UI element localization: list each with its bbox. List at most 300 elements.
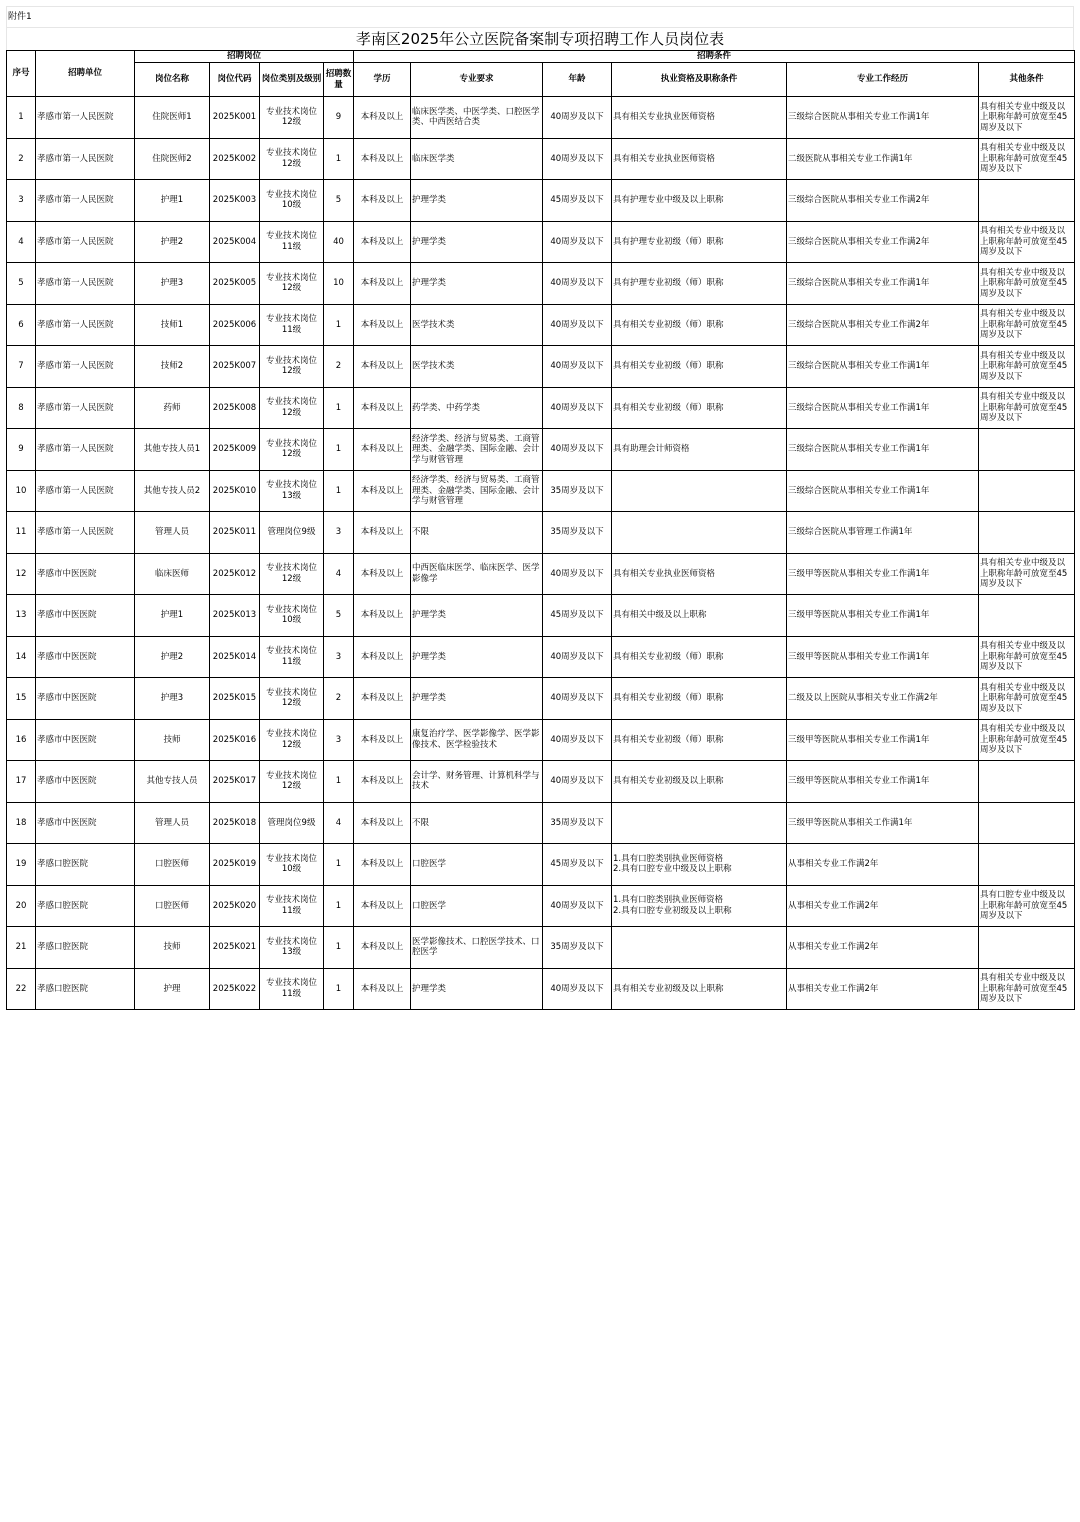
- cell-post-code: 2025K009: [210, 429, 260, 471]
- cell-post-code: 2025K001: [210, 97, 260, 139]
- cell-seq: 3: [7, 180, 36, 222]
- table-row: [7, 719, 1075, 761]
- cell-seq: 16: [7, 719, 36, 761]
- cell-qualification: 具有相关专业初级及以上职称: [612, 968, 787, 1010]
- cell-education: 本科及以上: [354, 346, 411, 388]
- cell-other: 具有相关专业中级及以上职称年龄可放宽至45周岁及以下: [979, 553, 1075, 595]
- table-header: [7, 51, 1075, 97]
- cell-experience: 二级及以上医院从事相关专业工作满2年: [787, 678, 979, 720]
- cell-other: 具有相关专业中级及以上职称年龄可放宽至45周岁及以下: [979, 304, 1075, 346]
- cell-experience: 从事相关专业工作满2年: [787, 927, 979, 969]
- cell-seq: 2: [7, 138, 36, 180]
- cell-unit: 孝感市第一人民医院: [36, 221, 135, 263]
- cell-other: 具有相关专业中级及以上职称年龄可放宽至45周岁及以下: [979, 97, 1075, 139]
- header-group-conditions: 招聘条件: [354, 51, 1075, 63]
- cell-seq: 11: [7, 512, 36, 554]
- header-age: 年龄: [543, 63, 612, 97]
- cell-education: 本科及以上: [354, 180, 411, 222]
- cell-major: 口腔医学: [411, 844, 543, 886]
- cell-post-type: 专业技术岗位12级: [260, 553, 324, 595]
- cell-post-type: 专业技术岗位12级: [260, 346, 324, 388]
- cell-qualification: [612, 927, 787, 969]
- table-body: [7, 97, 1075, 1010]
- cell-qualification: 具有护理专业初级（师）职称: [612, 221, 787, 263]
- cell-post-code: 2025K015: [210, 678, 260, 720]
- cell-age: 40周岁及以下: [543, 553, 612, 595]
- cell-seq: 8: [7, 387, 36, 429]
- cell-qualification: 具有护理专业中级及以上职称: [612, 180, 787, 222]
- cell-other: [979, 761, 1075, 803]
- cell-major: 护理学类: [411, 180, 543, 222]
- cell-post-name: 护理: [135, 968, 210, 1010]
- cell-experience: 三级甲等医院从事相关工作满1年: [787, 802, 979, 844]
- cell-qualification: 具有相关中级及以上职称: [612, 595, 787, 637]
- cell-post-type: 专业技术岗位13级: [260, 470, 324, 512]
- cell-other: [979, 470, 1075, 512]
- table-row: [7, 927, 1075, 969]
- table-row: [7, 180, 1075, 222]
- table-row: [7, 304, 1075, 346]
- cell-post-code: 2025K018: [210, 802, 260, 844]
- cell-other: 具有相关专业中级及以上职称年龄可放宽至45周岁及以下: [979, 968, 1075, 1010]
- cell-seq: 13: [7, 595, 36, 637]
- table-row: [7, 802, 1075, 844]
- cell-seq: 9: [7, 429, 36, 471]
- cell-experience: 从事相关专业工作满2年: [787, 844, 979, 886]
- cell-experience: 三级综合医院从事相关专业工作满1年: [787, 346, 979, 388]
- table-row: [7, 553, 1075, 595]
- header-unit: 招聘单位: [36, 51, 135, 97]
- cell-post-type: 专业技术岗位12级: [260, 97, 324, 139]
- cell-education: 本科及以上: [354, 761, 411, 803]
- cell-education: 本科及以上: [354, 429, 411, 471]
- table-row: [7, 138, 1075, 180]
- cell-seq: 1: [7, 97, 36, 139]
- cell-other: [979, 595, 1075, 637]
- cell-age: 35周岁及以下: [543, 802, 612, 844]
- table-row: [7, 885, 1075, 927]
- cell-qualification: 具有相关专业初级（师）职称: [612, 719, 787, 761]
- cell-count: 3: [324, 512, 354, 554]
- cell-unit: 孝感口腔医院: [36, 844, 135, 886]
- cell-other: 具有相关专业中级及以上职称年龄可放宽至45周岁及以下: [979, 636, 1075, 678]
- cell-post-name: 护理1: [135, 180, 210, 222]
- cell-education: 本科及以上: [354, 470, 411, 512]
- cell-post-name: 护理1: [135, 595, 210, 637]
- cell-age: 45周岁及以下: [543, 844, 612, 886]
- header-education: 学历: [354, 63, 411, 97]
- cell-major: 医学技术类: [411, 346, 543, 388]
- cell-post-name: 口腔医师: [135, 885, 210, 927]
- cell-age: 40周岁及以下: [543, 761, 612, 803]
- cell-unit: 孝感市第一人民医院: [36, 387, 135, 429]
- cell-post-type: 专业技术岗位12级: [260, 263, 324, 305]
- header-seq: 序号: [7, 51, 36, 97]
- cell-count: 40: [324, 221, 354, 263]
- cell-seq: 12: [7, 553, 36, 595]
- cell-count: 5: [324, 180, 354, 222]
- cell-post-type: 专业技术岗位11级: [260, 636, 324, 678]
- cell-unit: 孝感市第一人民医院: [36, 138, 135, 180]
- cell-experience: 三级综合医院从事相关专业工作满1年: [787, 470, 979, 512]
- cell-experience: 三级综合医院从事相关专业工作满1年: [787, 387, 979, 429]
- header-other: 其他条件: [979, 63, 1075, 97]
- cell-major: 医学技术类: [411, 304, 543, 346]
- cell-unit: 孝感市中医医院: [36, 595, 135, 637]
- cell-seq: 22: [7, 968, 36, 1010]
- cell-post-code: 2025K022: [210, 968, 260, 1010]
- cell-experience: 三级综合医院从事相关专业工作满1年: [787, 97, 979, 139]
- cell-experience: 三级甲等医院从事相关专业工作满1年: [787, 761, 979, 803]
- table-row: [7, 263, 1075, 305]
- cell-major: 不限: [411, 512, 543, 554]
- cell-post-type: 专业技术岗位11级: [260, 304, 324, 346]
- cell-post-name: 技师: [135, 927, 210, 969]
- cell-seq: 10: [7, 470, 36, 512]
- cell-post-name: 技师2: [135, 346, 210, 388]
- cell-post-type: 专业技术岗位10级: [260, 844, 324, 886]
- cell-age: 40周岁及以下: [543, 968, 612, 1010]
- cell-seq: 4: [7, 221, 36, 263]
- table-row: [7, 844, 1075, 886]
- cell-qualification: 具有相关专业初级（师）职称: [612, 636, 787, 678]
- cell-major: 不限: [411, 802, 543, 844]
- cell-age: 35周岁及以下: [543, 927, 612, 969]
- cell-qualification: 具有相关专业初级（师）职称: [612, 387, 787, 429]
- cell-count: 1: [324, 968, 354, 1010]
- cell-education: 本科及以上: [354, 885, 411, 927]
- cell-age: 40周岁及以下: [543, 885, 612, 927]
- cell-unit: 孝感口腔医院: [36, 885, 135, 927]
- cell-major: 中西医临床医学、临床医学、医学影像学: [411, 553, 543, 595]
- cell-count: 1: [324, 927, 354, 969]
- cell-unit: 孝感口腔医院: [36, 968, 135, 1010]
- cell-post-code: 2025K007: [210, 346, 260, 388]
- cell-qualification: 1.具有口腔类别执业医师资格 2.具有口腔专业初级及以上职称: [612, 885, 787, 927]
- cell-experience: 三级甲等医院从事相关专业工作满1年: [787, 553, 979, 595]
- cell-qualification: 具有相关专业执业医师资格: [612, 553, 787, 595]
- cell-post-type: 专业技术岗位11级: [260, 221, 324, 263]
- cell-count: 1: [324, 387, 354, 429]
- cell-unit: 孝感口腔医院: [36, 927, 135, 969]
- cell-seq: 18: [7, 802, 36, 844]
- cell-experience: 三级综合医院从事相关专业工作满2年: [787, 180, 979, 222]
- cell-education: 本科及以上: [354, 263, 411, 305]
- cell-post-name: 护理2: [135, 636, 210, 678]
- cell-education: 本科及以上: [354, 802, 411, 844]
- annex-label: 附件1: [6, 6, 1074, 27]
- cell-post-name: 住院医师2: [135, 138, 210, 180]
- cell-age: 40周岁及以下: [543, 263, 612, 305]
- cell-unit: 孝感市第一人民医院: [36, 429, 135, 471]
- table-row: [7, 429, 1075, 471]
- cell-other: 具有相关专业中级及以上职称年龄可放宽至45周岁及以下: [979, 263, 1075, 305]
- cell-unit: 孝感市第一人民医院: [36, 263, 135, 305]
- cell-seq: 5: [7, 263, 36, 305]
- header-post-type: 岗位类别及级别: [260, 63, 324, 97]
- cell-count: 5: [324, 595, 354, 637]
- cell-post-type: 专业技术岗位10级: [260, 180, 324, 222]
- cell-post-code: 2025K003: [210, 180, 260, 222]
- cell-major: 护理学类: [411, 595, 543, 637]
- cell-qualification: 具有相关专业初级及以上职称: [612, 761, 787, 803]
- cell-post-type: 管理岗位9级: [260, 512, 324, 554]
- cell-experience: 三级综合医院从事相关专业工作满1年: [787, 429, 979, 471]
- cell-post-name: 临床医师: [135, 553, 210, 595]
- cell-count: 1: [324, 429, 354, 471]
- cell-other: 具有相关专业中级及以上职称年龄可放宽至45周岁及以下: [979, 221, 1075, 263]
- cell-post-code: 2025K010: [210, 470, 260, 512]
- cell-age: 45周岁及以下: [543, 595, 612, 637]
- cell-post-type: 专业技术岗位12级: [260, 678, 324, 720]
- cell-post-code: 2025K012: [210, 553, 260, 595]
- cell-age: 40周岁及以下: [543, 346, 612, 388]
- cell-post-code: 2025K006: [210, 304, 260, 346]
- cell-major: 临床医学类、中医学类、口腔医学类、中西医结合类: [411, 97, 543, 139]
- cell-qualification: 具有相关专业初级（师）职称: [612, 678, 787, 720]
- cell-major: 经济学类、经济与贸易类、工商管理类、金融学类、国际金融、会计学与财管管理: [411, 470, 543, 512]
- cell-age: 40周岁及以下: [543, 221, 612, 263]
- positions-table: [6, 50, 1075, 1010]
- cell-unit: 孝感市第一人民医院: [36, 97, 135, 139]
- cell-count: 9: [324, 97, 354, 139]
- cell-age: 40周岁及以下: [543, 138, 612, 180]
- cell-qualification: 具有护理专业初级（师）职称: [612, 263, 787, 305]
- cell-post-code: 2025K002: [210, 138, 260, 180]
- cell-experience: 三级综合医院从事相关专业工作满2年: [787, 304, 979, 346]
- cell-education: 本科及以上: [354, 719, 411, 761]
- cell-unit: 孝感市第一人民医院: [36, 512, 135, 554]
- cell-qualification: [612, 802, 787, 844]
- table-row: [7, 470, 1075, 512]
- table-row: [7, 595, 1075, 637]
- cell-other: [979, 512, 1075, 554]
- cell-qualification: 具有相关专业执业医师资格: [612, 138, 787, 180]
- cell-post-type: 专业技术岗位12级: [260, 719, 324, 761]
- cell-qualification: [612, 512, 787, 554]
- table-row: [7, 221, 1075, 263]
- cell-post-name: 护理3: [135, 678, 210, 720]
- cell-other: 具有相关专业中级及以上职称年龄可放宽至45周岁及以下: [979, 719, 1075, 761]
- cell-education: 本科及以上: [354, 844, 411, 886]
- cell-count: 1: [324, 304, 354, 346]
- cell-post-code: 2025K004: [210, 221, 260, 263]
- cell-qualification: 具有相关专业初级（师）职称: [612, 346, 787, 388]
- cell-major: 临床医学类: [411, 138, 543, 180]
- cell-post-name: 护理3: [135, 263, 210, 305]
- cell-count: 1: [324, 138, 354, 180]
- cell-other: 具有相关专业中级及以上职称年龄可放宽至45周岁及以下: [979, 387, 1075, 429]
- recruitment-sheet: [6, 6, 1074, 1010]
- table-row: [7, 761, 1075, 803]
- cell-post-name: 管理人员: [135, 802, 210, 844]
- cell-count: 1: [324, 761, 354, 803]
- cell-seq: 15: [7, 678, 36, 720]
- cell-other: 具有相关专业中级及以上职称年龄可放宽至45周岁及以下: [979, 678, 1075, 720]
- header-group-post: 招聘岗位: [135, 51, 354, 63]
- cell-post-code: 2025K008: [210, 387, 260, 429]
- cell-unit: 孝感市中医医院: [36, 719, 135, 761]
- cell-major: 护理学类: [411, 636, 543, 678]
- cell-post-type: 专业技术岗位13级: [260, 927, 324, 969]
- cell-post-name: 口腔医师: [135, 844, 210, 886]
- cell-seq: 19: [7, 844, 36, 886]
- cell-count: 3: [324, 636, 354, 678]
- cell-count: 4: [324, 802, 354, 844]
- cell-experience: 从事相关专业工作满2年: [787, 968, 979, 1010]
- cell-other: [979, 429, 1075, 471]
- cell-qualification: 具有相关专业执业医师资格: [612, 97, 787, 139]
- cell-post-type: 专业技术岗位10级: [260, 595, 324, 637]
- cell-age: 35周岁及以下: [543, 512, 612, 554]
- cell-unit: 孝感市中医医院: [36, 553, 135, 595]
- cell-major: 护理学类: [411, 678, 543, 720]
- table-row: [7, 512, 1075, 554]
- cell-experience: 从事相关专业工作满2年: [787, 885, 979, 927]
- header-count: 招聘数量: [324, 63, 354, 97]
- document-title: 孝南区2025年公立医院备案制专项招聘工作人员岗位表: [6, 27, 1074, 50]
- cell-post-type: 专业技术岗位12级: [260, 387, 324, 429]
- header-experience: 专业工作经历: [787, 63, 979, 97]
- cell-age: 40周岁及以下: [543, 429, 612, 471]
- cell-seq: 21: [7, 927, 36, 969]
- cell-unit: 孝感市第一人民医院: [36, 304, 135, 346]
- cell-education: 本科及以上: [354, 927, 411, 969]
- cell-post-name: 技师1: [135, 304, 210, 346]
- cell-post-name: 其他专技人员1: [135, 429, 210, 471]
- cell-post-code: 2025K021: [210, 927, 260, 969]
- cell-other: [979, 844, 1075, 886]
- cell-post-code: 2025K020: [210, 885, 260, 927]
- cell-post-type: 专业技术岗位12级: [260, 138, 324, 180]
- cell-count: 2: [324, 678, 354, 720]
- cell-education: 本科及以上: [354, 595, 411, 637]
- cell-age: 35周岁及以下: [543, 470, 612, 512]
- cell-post-code: 2025K013: [210, 595, 260, 637]
- cell-experience: 三级综合医院从事相关专业工作满1年: [787, 263, 979, 305]
- cell-post-code: 2025K019: [210, 844, 260, 886]
- header-qualification: 执业资格及职称条件: [612, 63, 787, 97]
- cell-major: 康复治疗学、医学影像学、医学影像技术、医学检验技术: [411, 719, 543, 761]
- cell-experience: 二级医院从事相关专业工作满1年: [787, 138, 979, 180]
- cell-other: 具有相关专业中级及以上职称年龄可放宽至45周岁及以下: [979, 138, 1075, 180]
- cell-other: [979, 802, 1075, 844]
- header-post-name: 岗位名称: [135, 63, 210, 97]
- cell-education: 本科及以上: [354, 387, 411, 429]
- cell-major: 护理学类: [411, 968, 543, 1010]
- cell-major: 口腔医学: [411, 885, 543, 927]
- cell-count: 1: [324, 885, 354, 927]
- cell-major: 护理学类: [411, 221, 543, 263]
- cell-experience: 三级甲等医院从事相关专业工作满1年: [787, 719, 979, 761]
- cell-count: 10: [324, 263, 354, 305]
- cell-unit: 孝感市第一人民医院: [36, 346, 135, 388]
- cell-experience: 三级综合医院从事管理工作满1年: [787, 512, 979, 554]
- table-row: [7, 636, 1075, 678]
- cell-post-name: 药师: [135, 387, 210, 429]
- cell-count: 1: [324, 844, 354, 886]
- cell-seq: 17: [7, 761, 36, 803]
- cell-education: 本科及以上: [354, 304, 411, 346]
- cell-age: 40周岁及以下: [543, 304, 612, 346]
- cell-seq: 7: [7, 346, 36, 388]
- table-row: [7, 678, 1075, 720]
- cell-qualification: 具有相关专业初级（师）职称: [612, 304, 787, 346]
- cell-post-type: 专业技术岗位12级: [260, 761, 324, 803]
- header-post-code: 岗位代码: [210, 63, 260, 97]
- cell-post-code: 2025K017: [210, 761, 260, 803]
- cell-post-type: 专业技术岗位11级: [260, 885, 324, 927]
- cell-post-name: 其他专技人员2: [135, 470, 210, 512]
- cell-count: 1: [324, 470, 354, 512]
- cell-post-code: 2025K005: [210, 263, 260, 305]
- cell-major: 经济学类、经济与贸易类、工商管理类、金融学类、国际金融、会计学与财管管理: [411, 429, 543, 471]
- cell-seq: 20: [7, 885, 36, 927]
- cell-major: 护理学类: [411, 263, 543, 305]
- cell-count: 3: [324, 719, 354, 761]
- cell-qualification: 1.具有口腔类别执业医师资格 2.具有口腔专业中级及以上职称: [612, 844, 787, 886]
- cell-education: 本科及以上: [354, 678, 411, 720]
- cell-education: 本科及以上: [354, 553, 411, 595]
- cell-other: 具有相关专业中级及以上职称年龄可放宽至45周岁及以下: [979, 346, 1075, 388]
- cell-education: 本科及以上: [354, 968, 411, 1010]
- cell-unit: 孝感市中医医院: [36, 802, 135, 844]
- cell-post-code: 2025K011: [210, 512, 260, 554]
- cell-age: 40周岁及以下: [543, 387, 612, 429]
- cell-major: 会计学、财务管理、计算机科学与技术: [411, 761, 543, 803]
- cell-unit: 孝感市中医医院: [36, 761, 135, 803]
- cell-post-type: 专业技术岗位12级: [260, 429, 324, 471]
- cell-other: 具有口腔专业中级及以上职称年龄可放宽至45周岁及以下: [979, 885, 1075, 927]
- cell-unit: 孝感市第一人民医院: [36, 180, 135, 222]
- cell-unit: 孝感市中医医院: [36, 636, 135, 678]
- cell-post-code: 2025K014: [210, 636, 260, 678]
- cell-unit: 孝感市中医医院: [36, 678, 135, 720]
- cell-qualification: 具有助理会计师资格: [612, 429, 787, 471]
- header-major: 专业要求: [411, 63, 543, 97]
- cell-seq: 14: [7, 636, 36, 678]
- cell-other: [979, 180, 1075, 222]
- cell-education: 本科及以上: [354, 97, 411, 139]
- table-row: [7, 97, 1075, 139]
- cell-major: 医学影像技术、口腔医学技术、口腔医学: [411, 927, 543, 969]
- cell-post-name: 技师: [135, 719, 210, 761]
- cell-unit: 孝感市第一人民医院: [36, 470, 135, 512]
- cell-age: 40周岁及以下: [543, 97, 612, 139]
- cell-seq: 6: [7, 304, 36, 346]
- cell-post-code: 2025K016: [210, 719, 260, 761]
- cell-post-type: 管理岗位9级: [260, 802, 324, 844]
- cell-post-name: 其他专技人员: [135, 761, 210, 803]
- cell-education: 本科及以上: [354, 636, 411, 678]
- cell-education: 本科及以上: [354, 221, 411, 263]
- cell-qualification: [612, 470, 787, 512]
- cell-major: 药学类、中药学类: [411, 387, 543, 429]
- cell-education: 本科及以上: [354, 512, 411, 554]
- cell-education: 本科及以上: [354, 138, 411, 180]
- cell-experience: 三级综合医院从事相关专业工作满2年: [787, 221, 979, 263]
- cell-count: 2: [324, 346, 354, 388]
- cell-experience: 三级甲等医院从事相关专业工作满1年: [787, 595, 979, 637]
- cell-experience: 三级甲等医院从事相关专业工作满1年: [787, 636, 979, 678]
- cell-post-name: 护理2: [135, 221, 210, 263]
- cell-age: 45周岁及以下: [543, 180, 612, 222]
- cell-count: 4: [324, 553, 354, 595]
- table-row: [7, 387, 1075, 429]
- cell-post-name: 管理人员: [135, 512, 210, 554]
- cell-age: 40周岁及以下: [543, 678, 612, 720]
- cell-other: [979, 927, 1075, 969]
